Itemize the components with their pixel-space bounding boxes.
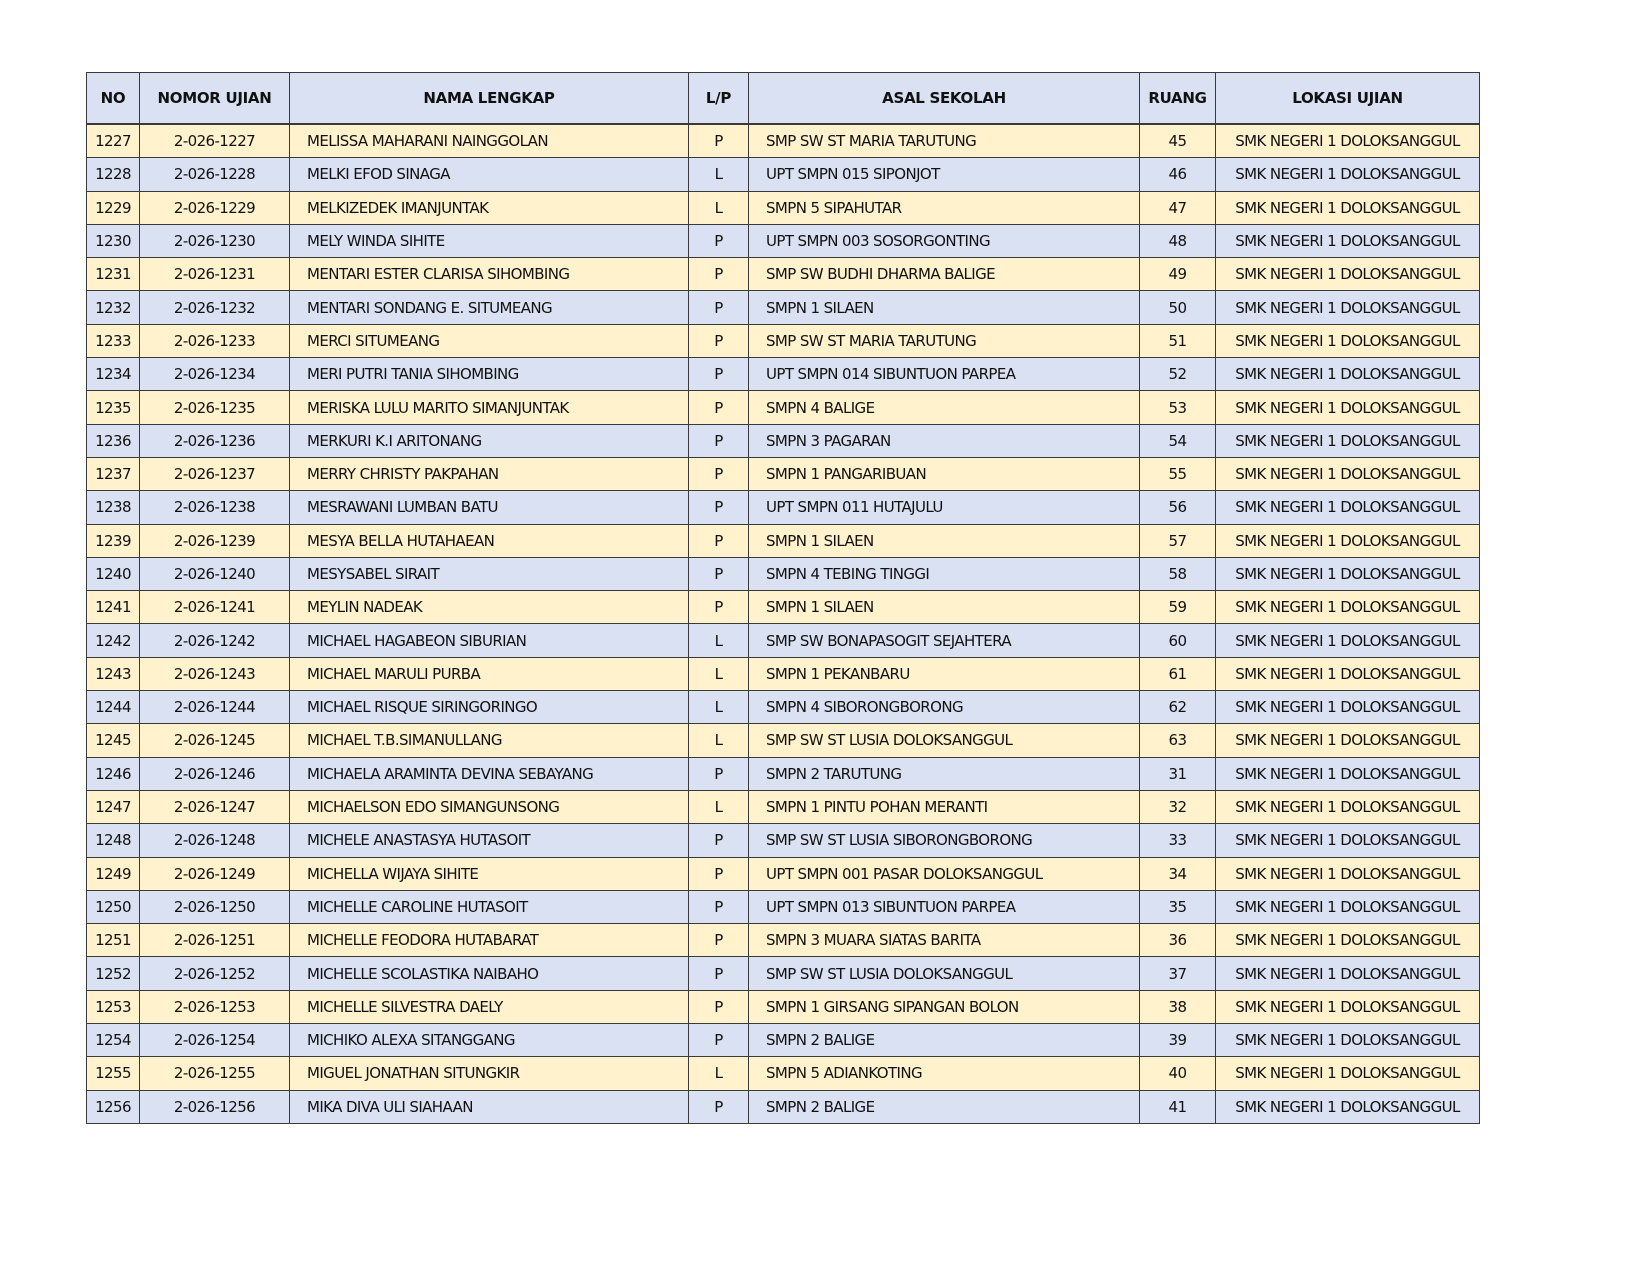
cell-lokasi-ujian: SMK NEGERI 1 DOLOKSANGGUL <box>1216 291 1480 324</box>
cell-lokasi-ujian: SMK NEGERI 1 DOLOKSANGGUL <box>1216 1024 1480 1057</box>
cell-ruang: 58 <box>1140 557 1216 590</box>
cell-ruang: 41 <box>1140 1090 1216 1123</box>
cell-lokasi-ujian: SMK NEGERI 1 DOLOKSANGGUL <box>1216 591 1480 624</box>
cell-nama-lengkap: MICHIKO ALEXA SITANGGANG <box>290 1024 689 1057</box>
cell-asal-sekolah: SMPN 1 SILAEN <box>749 291 1140 324</box>
cell-nomor-ujian: 2-026-1239 <box>140 524 290 557</box>
cell-ruang: 31 <box>1140 757 1216 790</box>
cell-lokasi-ujian: SMK NEGERI 1 DOLOKSANGGUL <box>1216 124 1480 158</box>
cell-lokasi-ujian: SMK NEGERI 1 DOLOKSANGGUL <box>1216 191 1480 224</box>
cell-lokasi-ujian: SMK NEGERI 1 DOLOKSANGGUL <box>1216 1057 1480 1090</box>
cell-ruang: 48 <box>1140 224 1216 257</box>
table-header-row <box>87 73 1480 125</box>
cell-lokasi-ujian: SMK NEGERI 1 DOLOKSANGGUL <box>1216 990 1480 1023</box>
cell-asal-sekolah: SMPN 1 GIRSANG SIPANGAN BOLON <box>749 990 1140 1023</box>
header-no: NO <box>87 73 140 125</box>
cell-nama-lengkap: MELKI EFOD SINAGA <box>290 158 689 191</box>
cell-lp: P <box>689 491 749 524</box>
cell-nomor-ujian: 2-026-1253 <box>140 990 290 1023</box>
cell-nama-lengkap: MICHAELSON EDO SIMANGUNSONG <box>290 790 689 823</box>
cell-nama-lengkap: MELY WINDA SIHITE <box>290 224 689 257</box>
cell-nama-lengkap: MEYLIN NADEAK <box>290 591 689 624</box>
cell-lokasi-ujian: SMK NEGERI 1 DOLOKSANGGUL <box>1216 524 1480 557</box>
cell-no: 1233 <box>87 324 140 357</box>
cell-asal-sekolah: UPT SMPN 001 PASAR DOLOKSANGGUL <box>749 857 1140 890</box>
table-row <box>87 824 1480 857</box>
cell-no: 1230 <box>87 224 140 257</box>
table-row <box>87 557 1480 590</box>
cell-lokasi-ujian: SMK NEGERI 1 DOLOKSANGGUL <box>1216 491 1480 524</box>
cell-nama-lengkap: MERRY CHRISTY PAKPAHAN <box>290 457 689 490</box>
cell-ruang: 54 <box>1140 424 1216 457</box>
cell-no: 1246 <box>87 757 140 790</box>
cell-nomor-ujian: 2-026-1231 <box>140 258 290 291</box>
cell-lokasi-ujian: SMK NEGERI 1 DOLOKSANGGUL <box>1216 391 1480 424</box>
cell-ruang: 56 <box>1140 491 1216 524</box>
cell-lp: P <box>689 124 749 158</box>
cell-no: 1250 <box>87 890 140 923</box>
cell-no: 1238 <box>87 491 140 524</box>
cell-nomor-ujian: 2-026-1250 <box>140 890 290 923</box>
table-row <box>87 591 1480 624</box>
cell-nama-lengkap: MICHAEL T.B.SIMANULLANG <box>290 724 689 757</box>
cell-nomor-ujian: 2-026-1233 <box>140 324 290 357</box>
header-nama-lengkap: NAMA LENGKAP <box>290 73 689 125</box>
cell-nama-lengkap: MIGUEL JONATHAN SITUNGKIR <box>290 1057 689 1090</box>
cell-asal-sekolah: UPT SMPN 013 SIBUNTUON PARPEA <box>749 890 1140 923</box>
cell-lp: L <box>689 191 749 224</box>
table-row <box>87 424 1480 457</box>
cell-ruang: 59 <box>1140 591 1216 624</box>
cell-ruang: 38 <box>1140 990 1216 1023</box>
cell-lokasi-ujian: SMK NEGERI 1 DOLOKSANGGUL <box>1216 557 1480 590</box>
cell-no: 1235 <box>87 391 140 424</box>
cell-lokasi-ujian: SMK NEGERI 1 DOLOKSANGGUL <box>1216 691 1480 724</box>
cell-lp: P <box>689 258 749 291</box>
cell-asal-sekolah: SMPN 3 PAGARAN <box>749 424 1140 457</box>
cell-asal-sekolah: SMPN 5 ADIANKOTING <box>749 1057 1140 1090</box>
cell-nomor-ujian: 2-026-1256 <box>140 1090 290 1123</box>
header-ruang: RUANG <box>1140 73 1216 125</box>
cell-nama-lengkap: MICHELLE CAROLINE HUTASOIT <box>290 890 689 923</box>
cell-lokasi-ujian: SMK NEGERI 1 DOLOKSANGGUL <box>1216 258 1480 291</box>
cell-nomor-ujian: 2-026-1245 <box>140 724 290 757</box>
table-row <box>87 691 1480 724</box>
cell-lokasi-ujian: SMK NEGERI 1 DOLOKSANGGUL <box>1216 657 1480 690</box>
cell-ruang: 34 <box>1140 857 1216 890</box>
cell-no: 1228 <box>87 158 140 191</box>
cell-no: 1237 <box>87 457 140 490</box>
cell-nomor-ujian: 2-026-1251 <box>140 924 290 957</box>
cell-ruang: 40 <box>1140 1057 1216 1090</box>
header-asal-sekolah: ASAL SEKOLAH <box>749 73 1140 125</box>
table-row <box>87 1057 1480 1090</box>
cell-ruang: 49 <box>1140 258 1216 291</box>
table-row <box>87 624 1480 657</box>
cell-lp: P <box>689 990 749 1023</box>
table-row <box>87 957 1480 990</box>
cell-no: 1251 <box>87 924 140 957</box>
cell-asal-sekolah: SMP SW ST MARIA TARUTUNG <box>749 324 1140 357</box>
table-row <box>87 857 1480 890</box>
cell-nama-lengkap: MERKURI K.I ARITONANG <box>290 424 689 457</box>
cell-lp: P <box>689 457 749 490</box>
cell-lokasi-ujian: SMK NEGERI 1 DOLOKSANGGUL <box>1216 158 1480 191</box>
cell-asal-sekolah: SMPN 2 TARUTUNG <box>749 757 1140 790</box>
cell-nama-lengkap: MICHELLE SILVESTRA DAELY <box>290 990 689 1023</box>
cell-no: 1252 <box>87 957 140 990</box>
cell-lp: P <box>689 890 749 923</box>
cell-nama-lengkap: MELISSA MAHARANI NAINGGOLAN <box>290 124 689 158</box>
cell-asal-sekolah: SMPN 4 SIBORONGBORONG <box>749 691 1140 724</box>
table-row <box>87 191 1480 224</box>
cell-no: 1255 <box>87 1057 140 1090</box>
cell-no: 1241 <box>87 591 140 624</box>
cell-lp: P <box>689 857 749 890</box>
cell-no: 1239 <box>87 524 140 557</box>
cell-ruang: 39 <box>1140 1024 1216 1057</box>
cell-asal-sekolah: SMPN 1 PANGARIBUAN <box>749 457 1140 490</box>
cell-lp: P <box>689 557 749 590</box>
cell-nama-lengkap: MICHAELA ARAMINTA DEVINA SEBAYANG <box>290 757 689 790</box>
cell-lokasi-ujian: SMK NEGERI 1 DOLOKSANGGUL <box>1216 924 1480 957</box>
cell-nomor-ujian: 2-026-1244 <box>140 691 290 724</box>
cell-lp: L <box>689 158 749 191</box>
cell-asal-sekolah: SMPN 5 SIPAHUTAR <box>749 191 1140 224</box>
cell-nomor-ujian: 2-026-1247 <box>140 790 290 823</box>
table-row <box>87 457 1480 490</box>
table-row <box>87 790 1480 823</box>
cell-no: 1248 <box>87 824 140 857</box>
cell-nomor-ujian: 2-026-1234 <box>140 358 290 391</box>
cell-lokasi-ujian: SMK NEGERI 1 DOLOKSANGGUL <box>1216 624 1480 657</box>
cell-ruang: 35 <box>1140 890 1216 923</box>
cell-nomor-ujian: 2-026-1240 <box>140 557 290 590</box>
cell-no: 1242 <box>87 624 140 657</box>
cell-lp: P <box>689 1090 749 1123</box>
table-row <box>87 124 1480 158</box>
cell-asal-sekolah: SMPN 1 PEKANBARU <box>749 657 1140 690</box>
cell-lokasi-ujian: SMK NEGERI 1 DOLOKSANGGUL <box>1216 457 1480 490</box>
cell-lokasi-ujian: SMK NEGERI 1 DOLOKSANGGUL <box>1216 757 1480 790</box>
cell-no: 1227 <box>87 124 140 158</box>
cell-nomor-ujian: 2-026-1236 <box>140 424 290 457</box>
cell-asal-sekolah: UPT SMPN 003 SOSORGONTING <box>749 224 1140 257</box>
cell-lokasi-ujian: SMK NEGERI 1 DOLOKSANGGUL <box>1216 890 1480 923</box>
cell-lp: L <box>689 657 749 690</box>
cell-nomor-ujian: 2-026-1228 <box>140 158 290 191</box>
cell-lokasi-ujian: SMK NEGERI 1 DOLOKSANGGUL <box>1216 424 1480 457</box>
cell-no: 1243 <box>87 657 140 690</box>
cell-no: 1232 <box>87 291 140 324</box>
cell-asal-sekolah: SMP SW BONAPASOGIT SEJAHTERA <box>749 624 1140 657</box>
cell-no: 1236 <box>87 424 140 457</box>
table-row <box>87 158 1480 191</box>
cell-ruang: 60 <box>1140 624 1216 657</box>
cell-lokasi-ujian: SMK NEGERI 1 DOLOKSANGGUL <box>1216 324 1480 357</box>
cell-nama-lengkap: MESYSABEL SIRAIT <box>290 557 689 590</box>
cell-nama-lengkap: MICHELE ANASTASYA HUTASOIT <box>290 824 689 857</box>
cell-nomor-ujian: 2-026-1255 <box>140 1057 290 1090</box>
cell-nomor-ujian: 2-026-1237 <box>140 457 290 490</box>
cell-lp: P <box>689 224 749 257</box>
table-row <box>87 924 1480 957</box>
cell-no: 1231 <box>87 258 140 291</box>
cell-nama-lengkap: MERISKA LULU MARITO SIMANJUNTAK <box>290 391 689 424</box>
table-row <box>87 657 1480 690</box>
table-row <box>87 358 1480 391</box>
table-row <box>87 890 1480 923</box>
table-row <box>87 524 1480 557</box>
table-row <box>87 724 1480 757</box>
cell-nama-lengkap: MICHAEL MARULI PURBA <box>290 657 689 690</box>
cell-lp: P <box>689 1024 749 1057</box>
table-row <box>87 291 1480 324</box>
cell-ruang: 47 <box>1140 191 1216 224</box>
cell-ruang: 52 <box>1140 358 1216 391</box>
cell-lokasi-ujian: SMK NEGERI 1 DOLOKSANGGUL <box>1216 224 1480 257</box>
cell-nomor-ujian: 2-026-1243 <box>140 657 290 690</box>
cell-nama-lengkap: MICHAEL RISQUE SIRINGORINGO <box>290 691 689 724</box>
cell-nomor-ujian: 2-026-1246 <box>140 757 290 790</box>
cell-lp: P <box>689 924 749 957</box>
cell-lp: P <box>689 957 749 990</box>
cell-ruang: 51 <box>1140 324 1216 357</box>
cell-asal-sekolah: SMPN 1 SILAEN <box>749 524 1140 557</box>
cell-no: 1234 <box>87 358 140 391</box>
cell-ruang: 61 <box>1140 657 1216 690</box>
cell-ruang: 55 <box>1140 457 1216 490</box>
cell-asal-sekolah: SMPN 1 PINTU POHAN MERANTI <box>749 790 1140 823</box>
cell-asal-sekolah: SMPN 2 BALIGE <box>749 1090 1140 1123</box>
cell-asal-sekolah: SMP SW ST LUSIA DOLOKSANGGUL <box>749 957 1140 990</box>
cell-lokasi-ujian: SMK NEGERI 1 DOLOKSANGGUL <box>1216 824 1480 857</box>
cell-nama-lengkap: MICHAEL HAGABEON SIBURIAN <box>290 624 689 657</box>
header-lp: L/P <box>689 73 749 125</box>
cell-lp: L <box>689 1057 749 1090</box>
cell-lp: P <box>689 291 749 324</box>
cell-asal-sekolah: UPT SMPN 011 HUTAJULU <box>749 491 1140 524</box>
cell-lokasi-ujian: SMK NEGERI 1 DOLOKSANGGUL <box>1216 790 1480 823</box>
cell-nama-lengkap: MICHELLA WIJAYA SIHITE <box>290 857 689 890</box>
cell-asal-sekolah: SMP SW ST LUSIA SIBORONGBORONG <box>749 824 1140 857</box>
cell-lp: P <box>689 524 749 557</box>
cell-lokasi-ujian: SMK NEGERI 1 DOLOKSANGGUL <box>1216 857 1480 890</box>
header-nomor-ujian: NOMOR UJIAN <box>140 73 290 125</box>
cell-nama-lengkap: MESYA BELLA HUTAHAEAN <box>290 524 689 557</box>
cell-asal-sekolah: SMPN 3 MUARA SIATAS BARITA <box>749 924 1140 957</box>
cell-nama-lengkap: MESRAWANI LUMBAN BATU <box>290 491 689 524</box>
cell-nomor-ujian: 2-026-1230 <box>140 224 290 257</box>
cell-no: 1245 <box>87 724 140 757</box>
cell-no: 1249 <box>87 857 140 890</box>
cell-nomor-ujian: 2-026-1248 <box>140 824 290 857</box>
cell-lp: P <box>689 824 749 857</box>
cell-nama-lengkap: MICHELLE FEODORA HUTABARAT <box>290 924 689 957</box>
cell-no: 1256 <box>87 1090 140 1123</box>
header-lokasi-ujian: LOKASI UJIAN <box>1216 73 1480 125</box>
cell-nomor-ujian: 2-026-1252 <box>140 957 290 990</box>
cell-lp: L <box>689 790 749 823</box>
cell-no: 1240 <box>87 557 140 590</box>
cell-no: 1253 <box>87 990 140 1023</box>
cell-asal-sekolah: SMP SW ST MARIA TARUTUNG <box>749 124 1140 158</box>
cell-nomor-ujian: 2-026-1242 <box>140 624 290 657</box>
cell-lokasi-ujian: SMK NEGERI 1 DOLOKSANGGUL <box>1216 957 1480 990</box>
cell-asal-sekolah: SMP SW ST LUSIA DOLOKSANGGUL <box>749 724 1140 757</box>
cell-ruang: 36 <box>1140 924 1216 957</box>
cell-ruang: 62 <box>1140 691 1216 724</box>
cell-nama-lengkap: MENTARI ESTER CLARISA SIHOMBING <box>290 258 689 291</box>
table-row <box>87 491 1480 524</box>
cell-lp: P <box>689 358 749 391</box>
cell-nama-lengkap: MELKIZEDEK IMANJUNTAK <box>290 191 689 224</box>
table-row <box>87 990 1480 1023</box>
cell-nomor-ujian: 2-026-1249 <box>140 857 290 890</box>
table-row <box>87 1090 1480 1123</box>
cell-ruang: 32 <box>1140 790 1216 823</box>
cell-nama-lengkap: MENTARI SONDANG E. SITUMEANG <box>290 291 689 324</box>
cell-ruang: 37 <box>1140 957 1216 990</box>
cell-nomor-ujian: 2-026-1235 <box>140 391 290 424</box>
cell-lp: P <box>689 424 749 457</box>
cell-nama-lengkap: MERI PUTRI TANIA SIHOMBING <box>290 358 689 391</box>
cell-no: 1247 <box>87 790 140 823</box>
cell-asal-sekolah: UPT SMPN 015 SIPONJOT <box>749 158 1140 191</box>
cell-asal-sekolah: SMPN 1 SILAEN <box>749 591 1140 624</box>
table-row <box>87 258 1480 291</box>
cell-ruang: 57 <box>1140 524 1216 557</box>
cell-nama-lengkap: MIKA DIVA ULI SIAHAAN <box>290 1090 689 1123</box>
cell-lp: P <box>689 324 749 357</box>
cell-nama-lengkap: MERCI SITUMEANG <box>290 324 689 357</box>
table-row <box>87 1024 1480 1057</box>
cell-ruang: 53 <box>1140 391 1216 424</box>
table-row <box>87 324 1480 357</box>
cell-nomor-ujian: 2-026-1227 <box>140 124 290 158</box>
cell-ruang: 50 <box>1140 291 1216 324</box>
cell-asal-sekolah: SMPN 2 BALIGE <box>749 1024 1140 1057</box>
cell-nomor-ujian: 2-026-1254 <box>140 1024 290 1057</box>
cell-nomor-ujian: 2-026-1241 <box>140 591 290 624</box>
cell-asal-sekolah: SMP SW BUDHI DHARMA BALIGE <box>749 258 1140 291</box>
cell-ruang: 63 <box>1140 724 1216 757</box>
cell-nama-lengkap: MICHELLE SCOLASTIKA NAIBAHO <box>290 957 689 990</box>
cell-lp: L <box>689 724 749 757</box>
cell-lp: P <box>689 391 749 424</box>
cell-asal-sekolah: UPT SMPN 014 SIBUNTUON PARPEA <box>749 358 1140 391</box>
cell-lp: P <box>689 757 749 790</box>
cell-ruang: 45 <box>1140 124 1216 158</box>
cell-no: 1229 <box>87 191 140 224</box>
cell-nomor-ujian: 2-026-1229 <box>140 191 290 224</box>
cell-lp: L <box>689 691 749 724</box>
cell-nomor-ujian: 2-026-1232 <box>140 291 290 324</box>
cell-nomor-ujian: 2-026-1238 <box>140 491 290 524</box>
cell-ruang: 33 <box>1140 824 1216 857</box>
exam-participant-table <box>86 72 1480 1124</box>
cell-lokasi-ujian: SMK NEGERI 1 DOLOKSANGGUL <box>1216 358 1480 391</box>
table-row <box>87 757 1480 790</box>
cell-lp: L <box>689 624 749 657</box>
cell-lp: P <box>689 591 749 624</box>
cell-lokasi-ujian: SMK NEGERI 1 DOLOKSANGGUL <box>1216 1090 1480 1123</box>
exam-participant-table-container <box>86 72 1479 1124</box>
cell-lokasi-ujian: SMK NEGERI 1 DOLOKSANGGUL <box>1216 724 1480 757</box>
table-row <box>87 224 1480 257</box>
cell-no: 1244 <box>87 691 140 724</box>
cell-ruang: 46 <box>1140 158 1216 191</box>
table-row <box>87 391 1480 424</box>
cell-asal-sekolah: SMPN 4 BALIGE <box>749 391 1140 424</box>
cell-no: 1254 <box>87 1024 140 1057</box>
cell-asal-sekolah: SMPN 4 TEBING TINGGI <box>749 557 1140 590</box>
